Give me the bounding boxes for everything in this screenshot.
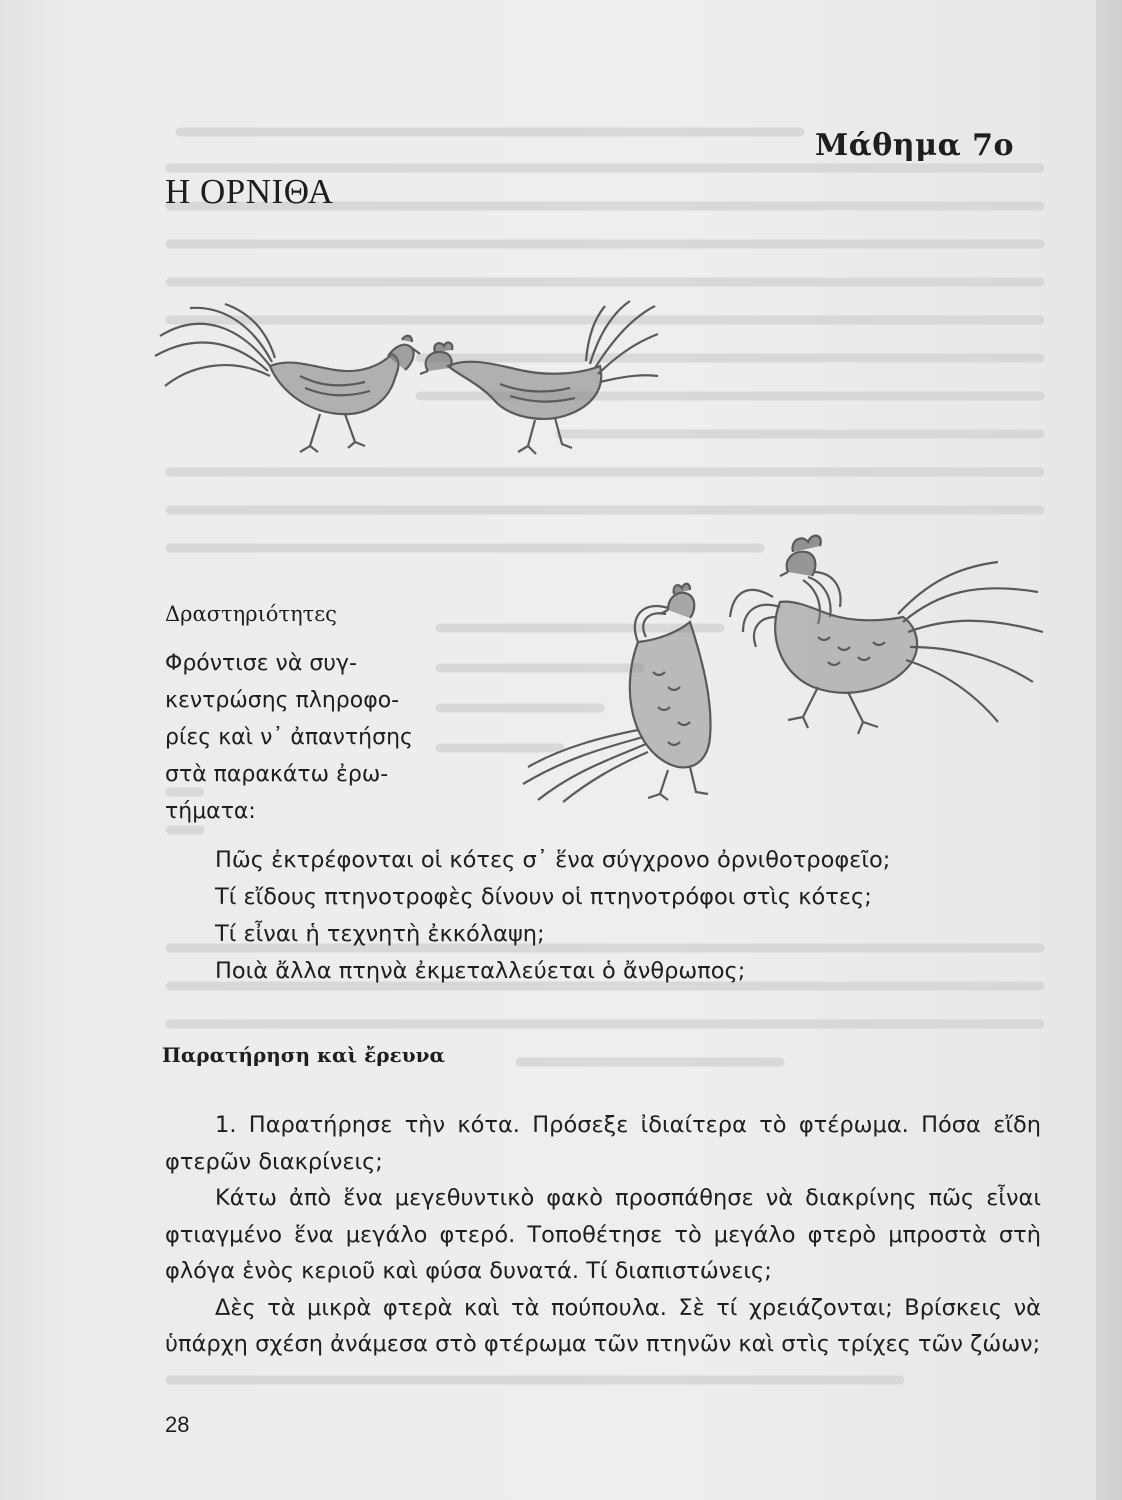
question-item: Ποιὰ ἄλλα πτηνὰ ἐκμεταλλεύεται ὁ ἄνθρωπος; [215, 958, 746, 984]
observation-paragraph: Δὲς τὰ μικρὰ φτερὰ καὶ τὰ πούπουλα. Σὲ τί χρειάζονται; Βρίσκεις νὰ ὑπάρχη σχέση ἀνάμεσα στὸ φτέρωμα τῶν πτηνῶν καὶ στὶς τρίχες τῶν ζώων; [165, 1294, 1041, 1357]
activities-text [165, 645, 435, 830]
observation-paragraph: Κάτω ἀπὸ ἕνα μεγεθυντικὸ φακὸ προσπάθησε νὰ διακρίνης πῶς εἶναι φτιαγμένο ἕνα μεγάλο φτερό. Τοποθέτησε τὸ μεγάλο φτερὸ μπροστὰ στὴ φλόγα ἑνὸς κεριοῦ καὶ φύσα δυνατά. Τί διαπιστώνεις; [165, 1185, 1041, 1284]
hen-drawing [523, 584, 711, 802]
activities-line: Φρόντισε νὰ συγ- [165, 651, 357, 676]
activities-line: κεντρώσης πληροφο- [165, 688, 400, 713]
observation-heading: Παρατήρηση καὶ ἔρευνα [162, 1043, 445, 1067]
hen-and-rooster-illustration [518, 522, 1048, 804]
question-item: Τί εἴδους πτηνοτροφὲς δίνουν οἱ πτηνοτρόφοι στὶς κότες; [215, 884, 872, 910]
activities-line: τήματα: [165, 799, 256, 824]
observation-text [165, 1107, 1041, 1363]
activities-line: στὰ παρακάτω ἐρω- [165, 762, 389, 787]
question-item: Τί εἶναι ἡ τεχνητὴ ἐκκόλαψη; [215, 921, 545, 947]
activities-heading: Δραστηριότητες [165, 602, 337, 626]
fighting-roosters-illustration-top [150, 296, 660, 471]
lesson-number: Μάθημα 7ο [815, 128, 1014, 163]
page-edge-shadow [1096, 0, 1122, 1500]
page-number: 28 [165, 1412, 190, 1437]
left-rooster-drawing [155, 304, 420, 452]
activities-line: ρίες καὶ ν᾽ ἀπαντήσης [165, 725, 413, 750]
right-rooster-drawing [420, 301, 658, 454]
rooster-drawing [730, 536, 1043, 734]
question-item: Πῶς ἐκτρέφονται οἱ κότες σ᾽ ἕνα σύγχρονο ὀρνιθοτροφεῖο; [215, 847, 891, 873]
questions-list [215, 842, 1055, 990]
page-title: Η ΟΡΝΙΘΑ [165, 172, 334, 211]
observation-paragraph: 1. Παρατήρησε τὴν κότα. Πρόσεξε ἰδιαίτερα τὸ φτέρωμα. Πόσα εἴδη φτερῶν διακρίνεις; [165, 1112, 1041, 1175]
